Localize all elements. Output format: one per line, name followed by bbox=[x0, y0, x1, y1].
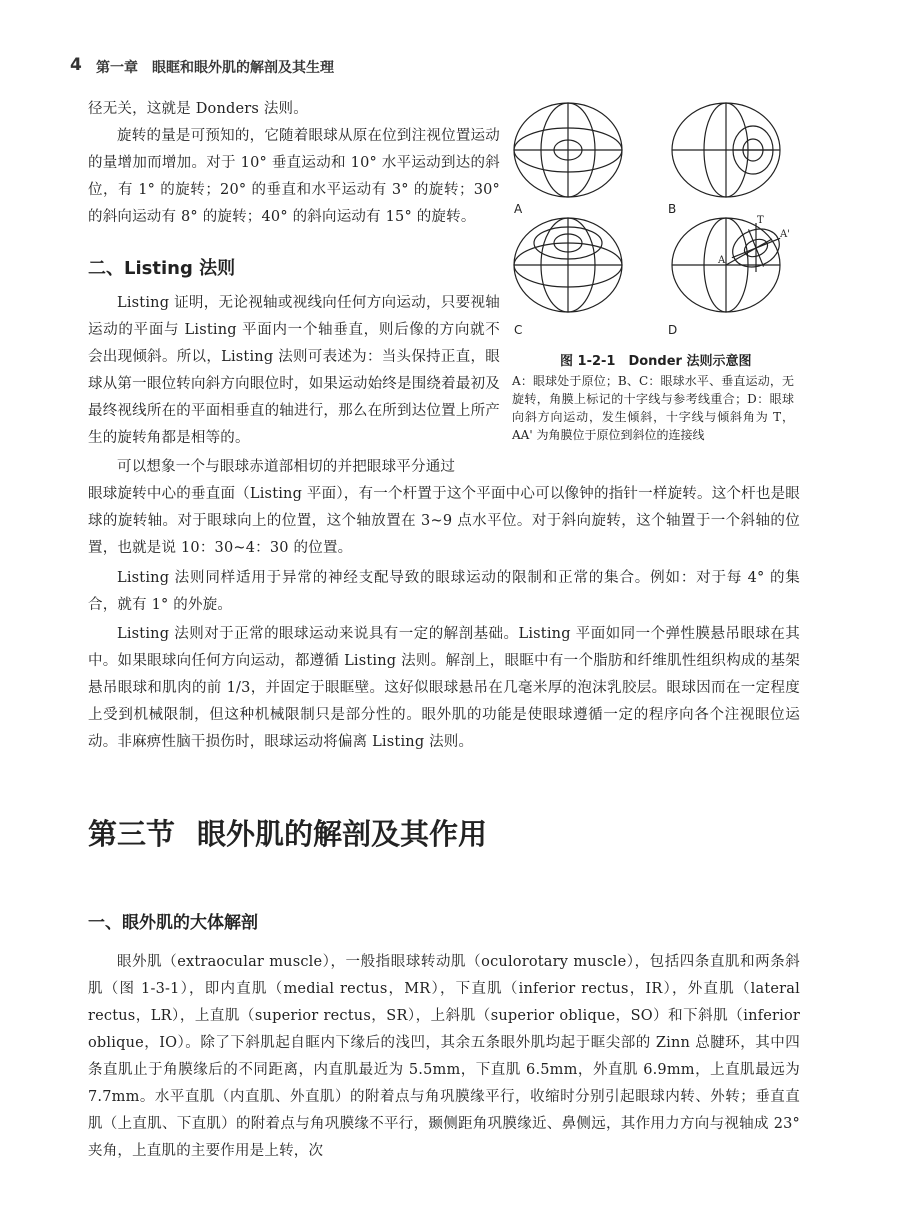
heading-anatomy: 一、眼外肌的大体解剖 bbox=[88, 913, 258, 933]
panel-b-eye bbox=[672, 103, 780, 197]
paragraph-6: Listing 法则对于正常的眼球运动来说具有一定的解剖基础。Listing 平面如同一个弹性膜悬吊眼球在其中。如果眼球向任何方向运动，都遵循 Listing 法则。解剖上，眼眶中有一个脂肪和纤维肌性组织构成的基架悬吊眼球和肌肉的前 1/3，并固定于眼眶壁。这好似眼球悬吊在几毫米厚的泡沫乳胶层。眼球因而在一定程度上受到机械限制，但这种机械限制只是部分性的。眼外肌的功能是使眼球遵循一定的程序向各个注视眼位运动。非麻痹性脑干损伤时，眼球运动将偏离 Listing 法则。 bbox=[88, 626, 800, 750]
donder-diagram bbox=[512, 92, 810, 342]
page-number: 4 bbox=[70, 55, 82, 75]
panel-label-b: B bbox=[668, 202, 677, 216]
panel-d-eye bbox=[672, 218, 788, 312]
section-number: 第三节 bbox=[88, 817, 176, 851]
paragraph-4b: 眼球旋转中心的垂直面（Listing 平面），有一个杆置于这个平面中心可以像钟的指针一样旋转。这个杆也是眼球的旋转轴。对于眼球向上的位置，这个轴放置在 3~9 点水平位。对于斜向旋转，这个轴置于一个斜轴的位置，也就是说 10：30~4：30 的位置。 bbox=[88, 486, 800, 556]
section-title-text: 眼外肌的解剖及其作用 bbox=[197, 817, 488, 851]
running-title: 第一章 眼眶和眼外肌的解剖及其生理 bbox=[96, 60, 334, 76]
paragraph-3: Listing 证明，无论视轴或视线向任何方向运动，只要视轴运动的平面与 Listing 平面内一个轴垂直，则后像的方向就不会出现倾斜。所以，Listing 法则可表述为：当头保持正直，眼球从第一眼位转向斜方向眼位时，如果运动始终是围绕着最初及最终视线所在的平面相垂直的轴进行，那么在所到达位置上所产生的旋转角都是相等的。 bbox=[88, 295, 500, 446]
point-label-t: T bbox=[757, 215, 764, 226]
point-label-a-prime: A' bbox=[780, 229, 790, 240]
panel-label-a: A bbox=[514, 202, 523, 216]
paragraph-1: 径无关，这就是 Donders 法则。 bbox=[88, 101, 308, 117]
panel-label-c: C bbox=[514, 323, 523, 337]
panel-c-eye bbox=[514, 218, 622, 312]
figure-caption: 图 1-2-1 Donder 法则示意图 bbox=[560, 354, 752, 369]
paragraph-2: 旋转的量是可预知的，它随着眼球从原在位到注视位置运动的量增加而增加。对于 10° 垂直运动和 10° 水平运动到达的斜位，有 1° 的旋转；20° 的垂直和水平运动有 3° 的旋转；30° 的斜向运动有 8° 的旋转；40° 的斜向运动有 15° 的旋转。 bbox=[88, 128, 500, 225]
point-label-a: A bbox=[718, 255, 726, 266]
paragraph-5: Listing 法则同样适用于异常的神经支配导致的眼球运动的限制和正常的集合。例如：对于每 4° 的集合，就有 1° 的外旋。 bbox=[88, 570, 800, 613]
heading-listing: 二、Listing 法则 bbox=[88, 258, 236, 279]
paragraph-4a: 可以想象一个与眼球赤道部相切的并把眼球平分通过 bbox=[117, 459, 456, 475]
figure-note: A：眼球处于原位；B、C：眼球水平、垂直运动，无旋转，角膜上标记的十字线与参考线重合；D：眼球向斜方向运动，发生倾斜，十字线与倾斜角为 T，AA' 为角膜位于原位到斜位的连接线 bbox=[512, 374, 794, 442]
section-title bbox=[88, 812, 487, 853]
panel-a-eye bbox=[514, 103, 622, 197]
paragraph-7: 眼外肌（extraocular muscle），一般指眼球转动肌（oculorotary muscle），包括四条直肌和两条斜肌（图 1-3-1），即内直肌（medial rectus，MR），下直肌（inferior rectus，IR），外直肌（lateral rectus，LR），上直肌（superior rectus，SR），上斜肌（superior oblique，SO）和下斜肌（inferior oblique，IO）。除了下斜肌起自眶内下缘后的浅凹，其余五条眼外肌均起于眶尖部的 Zinn 总腱环，其中四条直肌止于角膜缘后的不同距离，内直肌最近为 5.5mm，下直肌 6.5mm，外直肌 6.9mm，上直肌最远为 7.7mm。水平直肌（内直肌、外直肌）的附着点与角巩膜缘平行，收缩时分别引起眼球内转、外转；垂直直肌（上直肌、下直肌）的附着点与角巩膜缘不平行，颞侧距角巩膜缘近、鼻侧远，其作用力方向与视轴成 23° 夹角，上直肌的主要作用是上转，次 bbox=[88, 954, 800, 1159]
panel-label-d: D bbox=[668, 323, 678, 337]
